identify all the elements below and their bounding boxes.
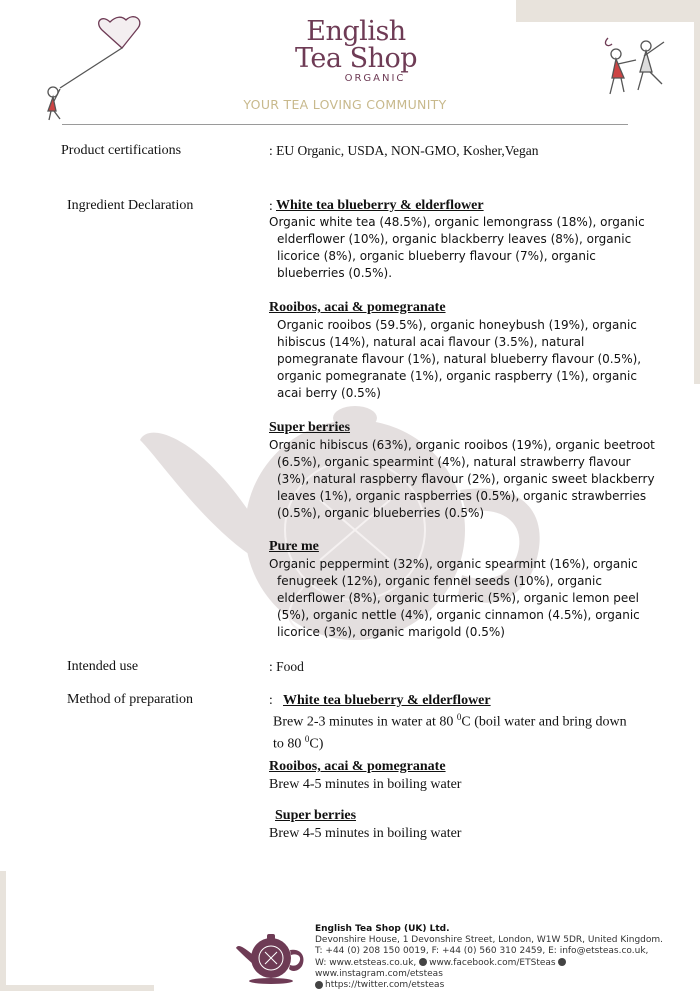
ingredients-label: Ingredient Declaration (67, 198, 194, 213)
footer-address: Devonshire House, 1 Devonshire Street, London, W1W 5DR, United Kingdom. (315, 935, 664, 946)
footer-facebook-link[interactable]: www.facebook.com/ETSteas (429, 957, 556, 968)
header-divider (62, 124, 628, 125)
prep-superscript: 0 (456, 712, 462, 722)
ingredient-blend-white-tea-body (269, 214, 659, 282)
ingredient-blend-white-tea (276, 197, 656, 215)
blend-title: Rooibos, acai & pomegranate (269, 300, 446, 315)
preparation-colon: : (269, 692, 273, 707)
prep-instructions (269, 709, 639, 752)
preparation-label: Method of preparation (67, 692, 193, 707)
prep-text-part: C (boil water and bring down to 80 (273, 714, 627, 752)
logo-line-tea-shop: Tea Shop (295, 43, 417, 74)
blend-ingredients: Organic hibiscus (63%), organic rooibos (19%), organic beetroot (6.5%), organic spearmint (4%), natural strawberry flavour (3%), natural raspberry flavour (2%), organic sweet blackberry leaves (1%), organic raspberries (0.5%), organic strawberries (0.5%), organic blueberries (0.5%) (269, 438, 655, 520)
tagline: YOUR TEA LOVING COMMUNITY (243, 97, 447, 112)
blend-ingredients: Organic white tea (48.5%), organic lemongrass (18%), organic elderflower (10%), organic blackberry leaves (8%), organic licorice (8%), organic blueberry flavour (7%), organic blueberries (0.5%). (269, 215, 645, 280)
dancing-couple-illustration (588, 34, 678, 104)
prep-instructions: Brew 4-5 minutes in boiling water (269, 777, 462, 792)
intended-use-label: Intended use (67, 659, 139, 674)
girl-with-heart-balloon-illustration (38, 14, 148, 124)
english-tea-shop-logo (276, 18, 436, 84)
footer-contact: T: +44 (0) 208 150 0019, F: +44 (0) 560 310 2459, E: info@etsteas.co.uk, (315, 946, 649, 957)
certifications-value: : EU Organic, USDA, NON-GMO, Kosher,Vegan (269, 143, 539, 158)
blend-title: Pure me (269, 539, 319, 554)
page-header (0, 0, 700, 126)
blend-title: Super berries (269, 420, 351, 435)
blend-title: White tea blueberry & elderflower (276, 198, 484, 213)
twitter-icon (315, 981, 323, 989)
prep-title: Super berries (275, 808, 357, 823)
blend-ingredients: Organic peppermint (32%), organic spearmint (16%), organic fenugreek (12%), organic fennel seeds (10%), organic elderflower (8%), organic turmeric (5%), organic lemon peel (5%), organic nettle (4%), organic cinnamon (4.5%), organic licorice (3%), organic marigold (0.5%) (269, 557, 640, 639)
blend-ingredients: Organic rooibos (59.5%), organic honeybush (19%), organic hibiscus (14%), natural acai flavour (3.5%), natural pomegranate flavour (1%), natural blueberry flavour (0.5%), organic pomegranate (1%), organic raspberry (1%), organic acai berry (0.5%) (277, 318, 642, 400)
ingredient-blend-pure-me (269, 538, 659, 641)
footer-company-name: English Tea Shop (UK) Ltd. (315, 924, 450, 934)
ingredient-blend-rooibos (269, 299, 659, 402)
prep-white-tea-body (269, 709, 639, 752)
footer-contact-block (315, 924, 695, 991)
prep-text-part: C) (309, 736, 324, 752)
prep-white-tea-title (283, 692, 683, 710)
footer-instagram-link[interactable]: www.instagram.com/etsteas (315, 968, 443, 979)
prep-instructions: Brew 4-5 minutes in boiling water (269, 826, 462, 841)
footer-social (315, 958, 695, 980)
prep-title: Rooibos, acai & pomegranate (269, 759, 446, 774)
footer-twitter-link[interactable]: https://twitter.com/etsteas (325, 980, 445, 991)
prep-title: White tea blueberry & elderflower (283, 693, 491, 708)
footer-website-link[interactable]: W: www.etsteas.co.uk, (315, 957, 417, 968)
intended-use-value: : Food (269, 659, 304, 674)
ingredient-blend-super-berries (269, 419, 659, 522)
prep-super-berries (269, 807, 669, 842)
logo-line-organic: ORGANIC (344, 73, 406, 84)
prep-rooibos (269, 758, 669, 793)
ingredients-colon: : (269, 198, 273, 213)
page-footer (0, 920, 700, 991)
instagram-icon (558, 958, 566, 966)
certifications-label: Product certifications (61, 143, 182, 158)
logo-line-english: English (306, 16, 406, 47)
footer-twitter (315, 980, 695, 991)
prep-superscript: 0 (304, 733, 310, 744)
facebook-icon (419, 958, 427, 966)
prep-text-part: Brew 2-3 minutes in water at 80 (273, 714, 457, 730)
teapot-logo-icon (236, 926, 306, 986)
